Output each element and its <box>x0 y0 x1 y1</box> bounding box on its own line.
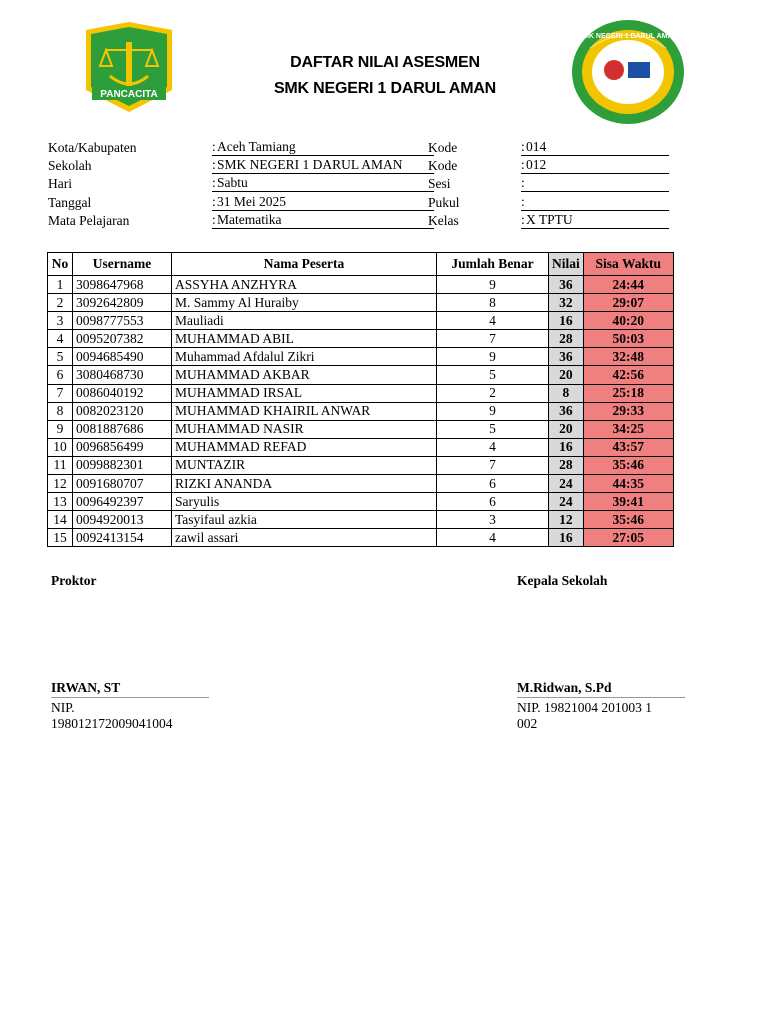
cell-no: 2 <box>48 294 73 312</box>
cell-sisa-waktu: 35:46 <box>583 456 673 474</box>
kepala-sekolah-name: M.Ridwan, S.Pd <box>517 680 685 698</box>
info-label: Hari <box>48 176 72 192</box>
cell-sisa-waktu: 39:41 <box>583 493 673 511</box>
cell-nilai: 36 <box>549 348 584 366</box>
cell-jumlah-benar: 7 <box>437 456 549 474</box>
cell-username: 0094685490 <box>73 348 172 366</box>
cell-no: 5 <box>48 348 73 366</box>
header-no: No <box>48 253 73 276</box>
title-line-1: DAFTAR NILAI ASESMEN <box>290 54 480 71</box>
cell-jumlah-benar: 6 <box>437 493 549 511</box>
table-row <box>48 529 674 547</box>
cell-jumlah-benar: 5 <box>437 420 549 438</box>
cell-nama: MUHAMMAD AKBAR <box>172 366 437 384</box>
cell-no: 14 <box>48 511 73 529</box>
svg-text:SMK NEGERI 1 DARUL AMAN: SMK NEGERI 1 DARUL AMAN <box>578 33 678 40</box>
cell-nilai: 36 <box>549 276 584 294</box>
cell-username: 0082023120 <box>73 402 172 420</box>
cell-nama: ASSYHA ANZHYRA <box>172 276 437 294</box>
cell-no: 10 <box>48 438 73 456</box>
cell-sisa-waktu: 29:07 <box>583 294 673 312</box>
info-value: : <box>521 194 669 211</box>
cell-sisa-waktu: 24:44 <box>583 276 673 294</box>
cell-sisa-waktu: 42:56 <box>583 366 673 384</box>
cell-username: 0086040192 <box>73 384 172 402</box>
table-row <box>48 420 674 438</box>
table-row <box>48 330 674 348</box>
cell-sisa-waktu: 34:25 <box>583 420 673 438</box>
cell-sisa-waktu: 43:57 <box>583 438 673 456</box>
info-value: :014 <box>521 139 669 156</box>
info-value: :Matematika <box>212 212 434 229</box>
info-label: Kelas <box>428 212 459 228</box>
cell-nilai: 20 <box>549 420 584 438</box>
pancacita-emblem <box>82 20 176 114</box>
cell-username: 0096856499 <box>73 438 172 456</box>
cell-no: 7 <box>48 384 73 402</box>
table-row <box>48 438 674 456</box>
info-value: : <box>521 175 669 192</box>
table-row <box>48 294 674 312</box>
cell-username: 0094920013 <box>73 511 172 529</box>
cell-no: 1 <box>48 276 73 294</box>
scores-table <box>47 252 674 547</box>
info-value: :X TPTU <box>521 212 669 229</box>
cell-nama: Saryulis <box>172 493 437 511</box>
cell-nilai: 16 <box>549 529 584 547</box>
cell-nama: zawil assari <box>172 529 437 547</box>
cell-nilai: 28 <box>549 456 584 474</box>
cell-sisa-waktu: 25:18 <box>583 384 673 402</box>
cell-username: 3092642809 <box>73 294 172 312</box>
cell-username: 0095207382 <box>73 330 172 348</box>
table-row <box>48 384 674 402</box>
cell-no: 8 <box>48 402 73 420</box>
kepala-sekolah-role: Kepala Sekolah <box>517 573 608 588</box>
cell-nama: Tasyifaul azkia <box>172 511 437 529</box>
proktor-nip: NIP. 198012172009041004 <box>51 700 173 731</box>
table-row <box>48 366 674 384</box>
document-title <box>220 50 550 102</box>
cell-nilai: 12 <box>549 511 584 529</box>
cell-no: 3 <box>48 312 73 330</box>
info-value: :Sabtu <box>212 175 434 192</box>
proktor-name: IRWAN, ST <box>51 680 209 698</box>
info-label: Sekolah <box>48 158 92 174</box>
cell-nilai: 16 <box>549 438 584 456</box>
cell-username: 0092413154 <box>73 529 172 547</box>
cell-username: 0098777553 <box>73 312 172 330</box>
cell-nama: M. Sammy Al Huraiby <box>172 294 437 312</box>
table-row <box>48 456 674 474</box>
cell-nama: RIZKI ANANDA <box>172 475 437 493</box>
cell-nama: Muhammad Afdalul Zikri <box>172 348 437 366</box>
cell-username: 0081887686 <box>73 420 172 438</box>
cell-jumlah-benar: 6 <box>437 475 549 493</box>
cell-jumlah-benar: 2 <box>437 384 549 402</box>
table-row <box>48 348 674 366</box>
cell-sisa-waktu: 44:35 <box>583 475 673 493</box>
table-row <box>48 475 674 493</box>
title-line-2: SMK NEGERI 1 DARUL AMAN <box>273 80 497 97</box>
school-logo <box>570 18 686 126</box>
cell-nama: Mauliadi <box>172 312 437 330</box>
svg-text:PANCACITA: PANCACITA <box>100 89 158 100</box>
info-label: Kode <box>428 140 458 155</box>
cell-jumlah-benar: 3 <box>437 511 549 529</box>
table-row <box>48 511 674 529</box>
cell-sisa-waktu: 29:33 <box>583 402 673 420</box>
cell-username: 0096492397 <box>73 493 172 511</box>
cell-no: 13 <box>48 493 73 511</box>
cell-jumlah-benar: 8 <box>437 294 549 312</box>
cell-jumlah-benar: 9 <box>437 276 549 294</box>
info-value: :012 <box>521 157 669 174</box>
cell-jumlah-benar: 4 <box>437 312 549 330</box>
info-label: Tanggal <box>48 194 92 210</box>
cell-nilai: 36 <box>549 402 584 420</box>
cell-nama: MUHAMMAD REFAD <box>172 438 437 456</box>
cell-jumlah-benar: 4 <box>437 529 549 547</box>
cell-jumlah-benar: 9 <box>437 402 549 420</box>
cell-nilai: 8 <box>549 384 584 402</box>
table-row <box>48 402 674 420</box>
cell-nama: MUHAMMAD KHAIRIL ANWAR <box>172 402 437 420</box>
cell-no: 12 <box>48 475 73 493</box>
header-sisa-waktu: Sisa Waktu <box>583 253 673 276</box>
cell-sisa-waktu: 40:20 <box>583 312 673 330</box>
cell-no: 11 <box>48 456 73 474</box>
cell-username: 0099882301 <box>73 456 172 474</box>
table-row <box>48 312 674 330</box>
cell-sisa-waktu: 35:46 <box>583 511 673 529</box>
header-jumlah-benar: Jumlah Benar <box>437 253 549 276</box>
cell-nilai: 20 <box>549 366 584 384</box>
info-value: :Aceh Tamiang <box>212 139 434 156</box>
info-value: :31 Mei 2025 <box>212 194 434 211</box>
cell-nilai: 28 <box>549 330 584 348</box>
cell-username: 0091680707 <box>73 475 172 493</box>
cell-sisa-waktu: 32:48 <box>583 348 673 366</box>
cell-nilai: 32 <box>549 294 584 312</box>
cell-sisa-waktu: 27:05 <box>583 529 673 547</box>
header-username: Username <box>73 253 172 276</box>
info-label: Kota/Kabupaten <box>48 140 137 155</box>
info-label: Sesi <box>428 176 451 192</box>
proktor-role: Proktor <box>51 573 97 588</box>
cell-nilai: 24 <box>549 475 584 493</box>
kepala-sekolah-nip: NIP. 19821004 201003 1 002 <box>517 700 653 731</box>
info-label: Mata Pelajaran <box>48 212 130 228</box>
cell-jumlah-benar: 7 <box>437 330 549 348</box>
cell-username: 3080468730 <box>73 366 172 384</box>
cell-nama: MUHAMMAD NASIR <box>172 420 437 438</box>
cell-jumlah-benar: 4 <box>437 438 549 456</box>
cell-jumlah-benar: 5 <box>437 366 549 384</box>
cell-nama: MUHAMMAD ABIL <box>172 330 437 348</box>
cell-no: 9 <box>48 420 73 438</box>
cell-nama: MUHAMMAD IRSAL <box>172 384 437 402</box>
cell-nilai: 16 <box>549 312 584 330</box>
header-nama-peserta: Nama Peserta <box>172 253 437 276</box>
cell-no: 4 <box>48 330 73 348</box>
cell-username: 3098647968 <box>73 276 172 294</box>
cell-no: 6 <box>48 366 73 384</box>
cell-nilai: 24 <box>549 493 584 511</box>
cell-nama: MUNTAZIR <box>172 456 437 474</box>
info-value: :SMK NEGERI 1 DARUL AMAN <box>212 157 434 174</box>
info-label: Kode <box>428 158 458 174</box>
info-label: Pukul <box>428 194 460 210</box>
table-row <box>48 493 674 511</box>
cell-sisa-waktu: 50:03 <box>583 330 673 348</box>
cell-no: 15 <box>48 529 73 547</box>
table-header-row <box>48 253 674 276</box>
header-nilai: Nilai <box>549 253 584 276</box>
cell-jumlah-benar: 9 <box>437 348 549 366</box>
table-row <box>48 276 674 294</box>
